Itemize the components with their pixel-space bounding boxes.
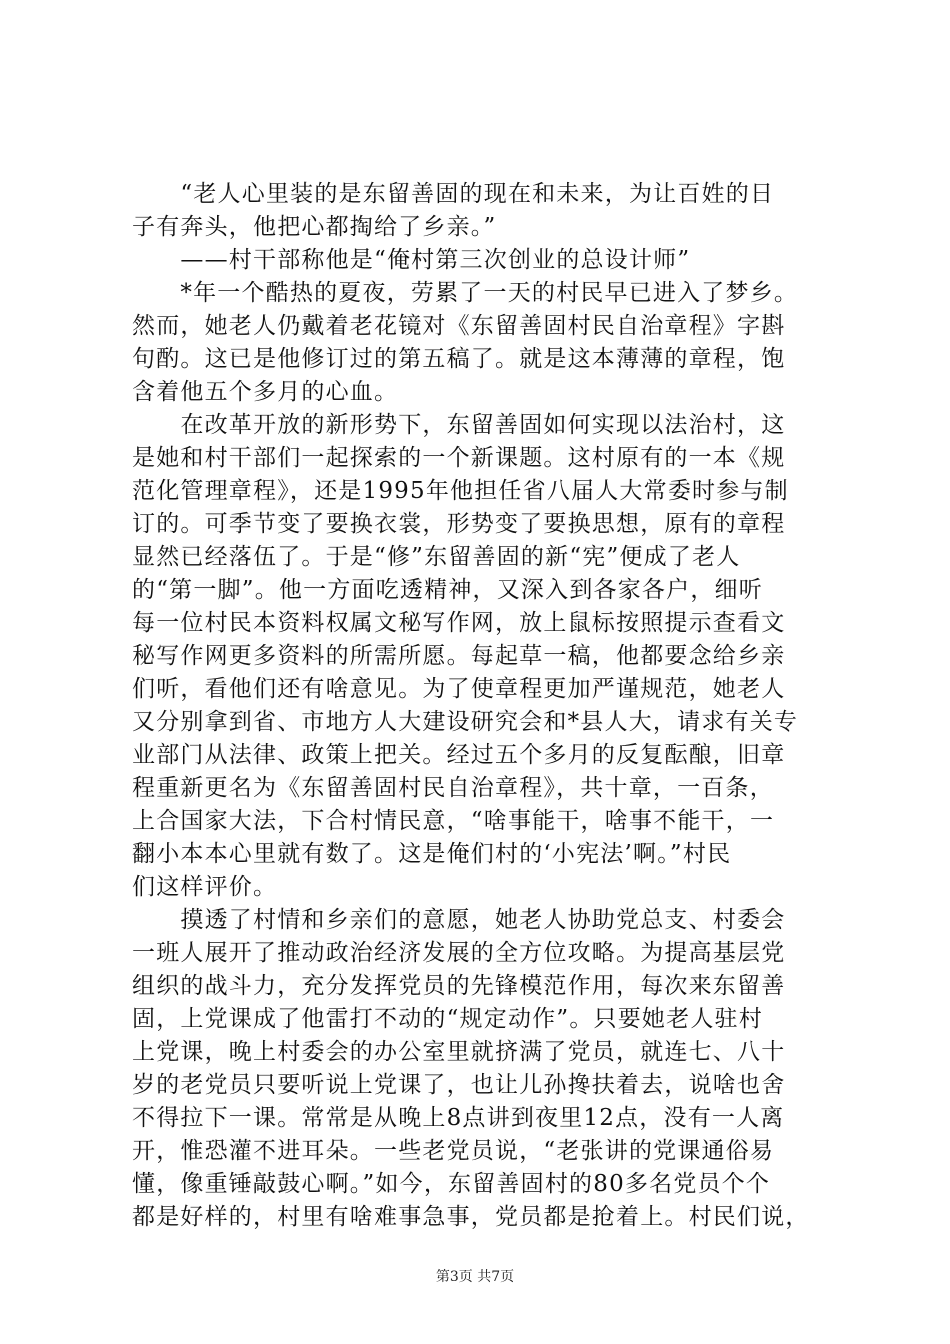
text-line: 的“第一脚”。他一方面吃透精神，又深入到各家各户，细听 (132, 577, 763, 603)
text-line: 岁的老党员只要听说上党课了，也让儿孙搀扶着去，说啥也舍 (132, 1072, 786, 1098)
text-line: 显然已经落伍了。于是“修”东留善固的新“宪”便成了老人 (132, 544, 741, 570)
text-line: 然而，她老人仍戴着老花镜对《东留善固村民自治章程》字斟 (132, 313, 786, 339)
text-line: 含着他五个多月的心血。 (132, 379, 399, 405)
text-line: 懂，像重锤敲鼓心啊。”如今，东留善固村的80多名党员个个 (132, 1171, 771, 1197)
text-line: 开，惟恐灌不进耳朵。一些老党员说，“老张讲的党课通俗易 (132, 1138, 775, 1164)
text-line: “老人心里装的是东留善固的现在和未来，为让百姓的日 (132, 181, 775, 207)
text-line: 秘写作网更多资料的所需所愿。每起草一稿，他都要念给乡亲 (132, 643, 786, 669)
text-line: 又分别拿到省、市地方人大建设研究会和*县人大，请求有关专 (132, 709, 799, 735)
text-line: 业部门从法律、政策上把关。经过五个多月的反复酝酿，旧章 (132, 742, 786, 768)
text-line: 固，上党课成了他雷打不动的“规定动作”。只要她老人驻村 (132, 1006, 763, 1032)
text-line: 句酌。这已是他修订过的第五稿了。就是这本薄薄的章程，饱 (132, 346, 786, 372)
text-line: 范化管理章程》，还是1995年他担任省八届人大常委时参与制 (132, 478, 789, 504)
text-line: 们听，看他们还有啥意见。为了使章程更加严谨规范，她老人 (132, 676, 786, 702)
text-line: 每一位村民本资料权属文秘写作网，放上鼠标按照提示查看文 (132, 610, 786, 636)
text-line: 不得拉下一课。常常是从晚上8点讲到夜里12点，没有一人离 (132, 1105, 785, 1131)
text-line: 上合国家大法，下合村情民意，“啥事能干，啥事不能干，一 (132, 808, 775, 834)
text-line: 订的。可季节变了要换衣裳，形势变了要换思想，原有的章程 (132, 511, 786, 537)
page-number: 第3页 共7页 (435, 1269, 515, 1285)
text-line: 程重新更名为《东留善固村民自治章程》，共十章，一百条， (132, 775, 774, 801)
document-body (132, 178, 828, 1234)
text-line: *年一个酷热的夏夜，劳累了一天的村民早已进入了梦乡。 (132, 280, 799, 306)
text-line: ——村干部称他是“俺村第三次创业的总设计师” (132, 247, 691, 273)
text-line: 子有奔头，他把心都掏给了乡亲。” (132, 214, 497, 240)
text-line: 是她和村干部们一起探索的一个新课题。这村原有的一本《规 (132, 445, 786, 471)
text-line: 上党课，晚上村委会的办公室里就挤满了党员，就连七、八十 (132, 1039, 786, 1065)
text-line: 组织的战斗力，充分发挥党员的先锋模范作用，每次来东留善 (132, 973, 786, 999)
text-line: 们这样评价。 (132, 874, 278, 900)
text-line: 摸透了村情和乡亲们的意愿，她老人协助党总支、村委会 (132, 907, 786, 933)
text-line: 在改革开放的新形势下，东留善固如何实现以法治村，这 (132, 412, 786, 438)
text-line: 都是好样的，村里有啥难事急事，党员都是抢着上。村民们说， (132, 1204, 810, 1230)
page-footer (0, 1268, 950, 1286)
text-line: 翻小本本心里就有数了。这是俺们村的‘小宪法’啊。”村民 (132, 841, 732, 867)
text-line: 一班人展开了推动政治经济发展的全方位攻略。为提高基层党 (132, 940, 786, 966)
